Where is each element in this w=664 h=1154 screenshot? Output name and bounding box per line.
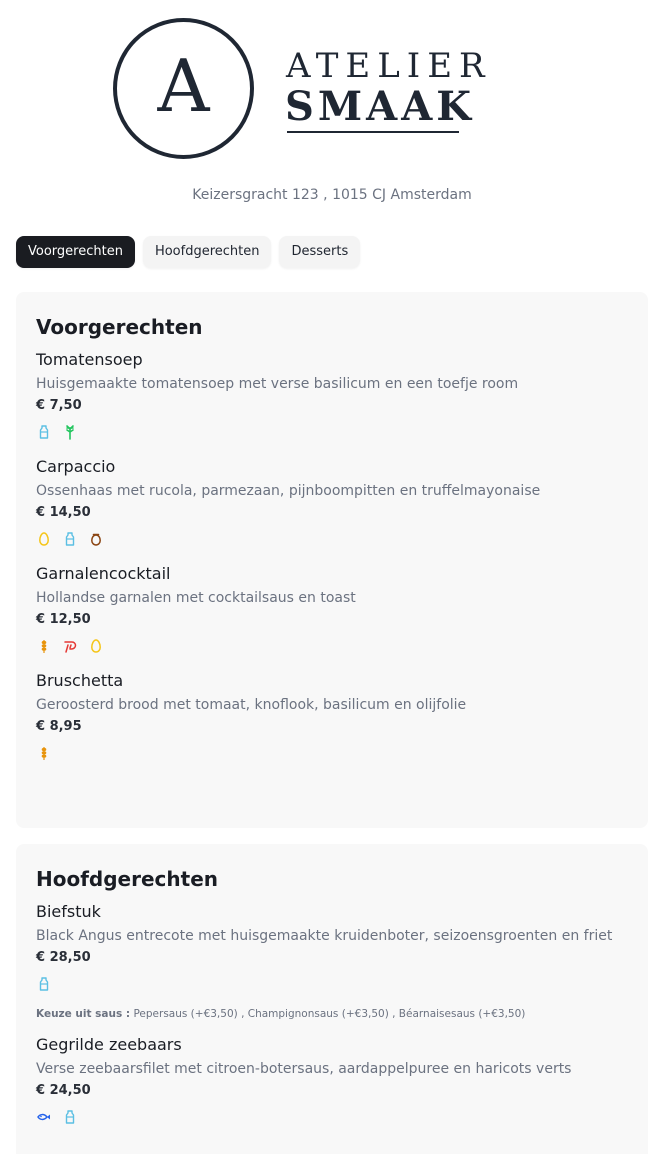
allergen-list [36, 976, 628, 992]
dish-description: Ossenhaas met rucola, parmezaan, pijnboompitten en truffelmayonaise [36, 483, 541, 499]
menu-tabs [16, 236, 360, 268]
dish-name: Biefstuk [36, 902, 101, 921]
tab-voorgerechten[interactable]: Voorgerechten [16, 236, 135, 268]
tab-hoofdgerechten[interactable]: Hoofdgerechten [143, 236, 272, 268]
sauce-options [36, 1007, 628, 1021]
egg-icon [88, 638, 104, 654]
restaurant-logo [0, 0, 664, 175]
shellfish-icon [62, 638, 78, 654]
dish-price: € 8,95 [36, 719, 82, 734]
logo-underline [287, 131, 459, 133]
celery-icon [62, 424, 78, 440]
dish-price: € 12,50 [36, 612, 91, 627]
sauce-list: Pepersaus (+€3,50) , Champignonsaus (+€3,50) , Béarnaisesaus (+€3,50) [133, 1008, 526, 1020]
allergen-list [36, 745, 628, 761]
milk-icon [62, 531, 78, 547]
section-voorgerechten [16, 292, 648, 828]
milk-icon [62, 1109, 78, 1125]
dish-price: € 14,50 [36, 505, 91, 520]
dish-description: Verse zeebaarsfilet met citroen-botersaus, aardappelpuree en haricots verts [36, 1061, 572, 1077]
dish-name: Tomatensoep [36, 350, 143, 369]
dish-price: € 7,50 [36, 398, 82, 413]
dish-item [36, 902, 628, 1021]
gluten-icon [36, 638, 52, 654]
logo-circle [113, 18, 254, 159]
allergen-list [36, 424, 628, 440]
logo-letter: A [157, 44, 210, 128]
tab-desserts[interactable]: Desserts [279, 236, 360, 268]
dish-description: Hollandse garnalen met cocktailsaus en toast [36, 590, 356, 606]
dish-price: € 28,50 [36, 950, 91, 965]
dish-name: Carpaccio [36, 457, 116, 476]
dish-item [36, 1035, 628, 1125]
allergen-list [36, 1109, 628, 1125]
dish-description: Black Angus entrecote met huisgemaakte kruidenboter, seizoensgroenten en friet [36, 928, 613, 944]
dish-name: Gegrilde zeebaars [36, 1035, 182, 1054]
dish-name: Garnalencocktail [36, 564, 171, 583]
section-title: Hoofdgerechten [36, 867, 219, 891]
dish-item [36, 564, 628, 654]
nuts-icon [88, 531, 104, 547]
restaurant-address: Keizersgracht 123 , 1015 CJ Amsterdam [192, 187, 472, 203]
logo-name-line1: ATELIER [286, 46, 492, 86]
egg-icon [36, 531, 52, 547]
dish-name: Bruschetta [36, 671, 124, 690]
milk-icon [36, 424, 52, 440]
milk-icon [36, 976, 52, 992]
logo-name-line2: SMAAK [285, 83, 475, 130]
section-hoofdgerechten [16, 844, 648, 1154]
section-title: Voorgerechten [36, 315, 203, 339]
dish-description: Huisgemaakte tomatensoep met verse basilicum en een toefje room [36, 376, 519, 392]
sauce-label: Keuze uit saus : [36, 1008, 131, 1020]
dish-description: Geroosterd brood met tomaat, knoflook, basilicum en olijfolie [36, 697, 467, 713]
dish-item [36, 350, 628, 440]
dish-item [36, 671, 628, 761]
gluten-icon [36, 745, 52, 761]
allergen-list [36, 638, 628, 654]
fish-icon [36, 1109, 52, 1125]
dish-price: € 24,50 [36, 1083, 91, 1098]
allergen-list [36, 531, 628, 547]
dish-item [36, 457, 628, 547]
